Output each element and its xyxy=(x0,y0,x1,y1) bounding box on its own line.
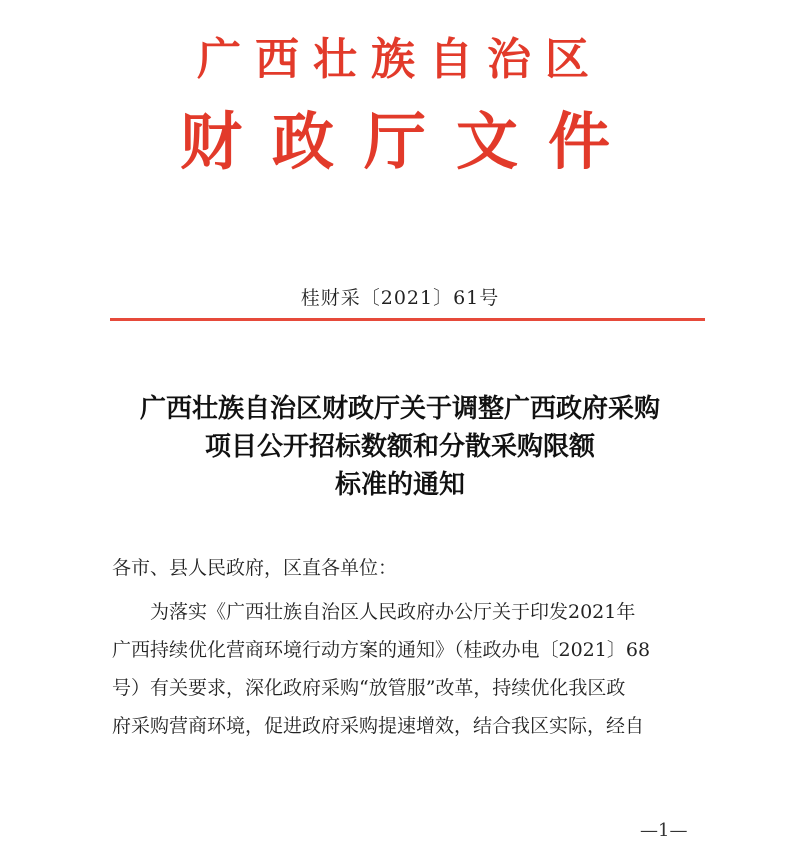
red-divider-line xyxy=(110,318,705,321)
body-line-2: 广西持续优化营商环境行动方案的通知》（桂政办电〔2021〕68 xyxy=(112,639,651,661)
title-line-2: 项目公开招标数额和分散采购限额 xyxy=(204,432,595,462)
title-line-3: 标准的通知 xyxy=(334,470,465,500)
document-title xyxy=(0,390,800,504)
body-line-4: 府采购营商环境，促进政府采购提速增效，结合我区实际，经自 xyxy=(112,715,645,737)
body-line-1: 为落实《广西壮族自治区人民政府办公厅关于印发2021年 xyxy=(112,601,636,623)
body-paragraph xyxy=(112,593,712,745)
body-line-3: 号）有关要求，深化政府采购“放管服”改革，持续优化我区政 xyxy=(112,677,626,699)
document-header-type: 财政厅文件 xyxy=(179,105,640,178)
salutation: 各市、县人民政府，区直各单位： xyxy=(112,557,398,579)
page-number: —1— xyxy=(640,820,688,841)
title-line-1: 广西壮族自治区财政厅关于调整广西政府采购 xyxy=(139,394,660,424)
document-header-issuer: 广西壮族自治区 xyxy=(197,34,603,85)
document-number: 桂财采〔2021〕61号 xyxy=(300,287,500,309)
